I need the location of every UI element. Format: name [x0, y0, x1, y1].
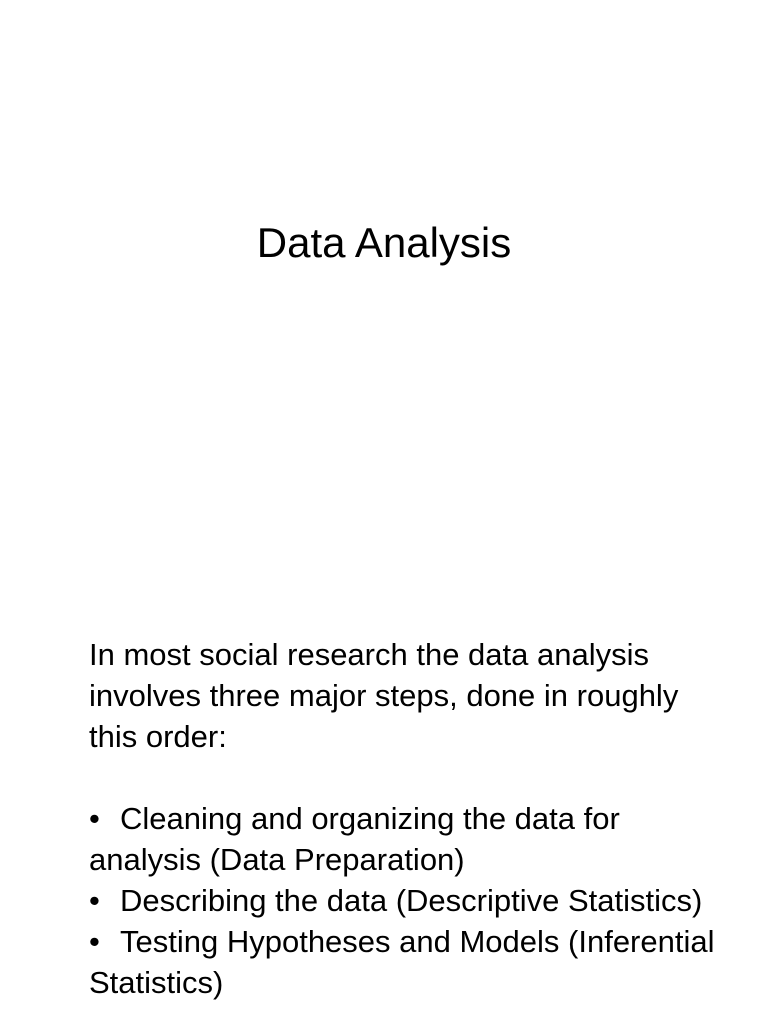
bullet-icon: • [89, 801, 100, 836]
paragraph-spacer [89, 757, 729, 798]
bullet-text: Cleaning and organizing the data for analysis (Data Preparation) [89, 801, 620, 877]
bullet-text: Testing Hypotheses and Models (Inferential Statistics) [89, 924, 715, 1000]
bullet-icon: • [89, 924, 100, 959]
bullet-icon: • [89, 883, 100, 918]
body-text [89, 634, 729, 1003]
page-title: Data Analysis [256, 219, 512, 266]
bullet-item-data-preparation [89, 798, 729, 880]
bullet-item-descriptive-statistics [89, 880, 729, 921]
bullet-item-inferential-statistics [89, 921, 729, 1003]
bullet-text: Describing the data (Descriptive Statistics) [120, 883, 703, 918]
intro-paragraph: In most social research the data analysis involves three major steps, done in roughly this order: [89, 637, 679, 754]
